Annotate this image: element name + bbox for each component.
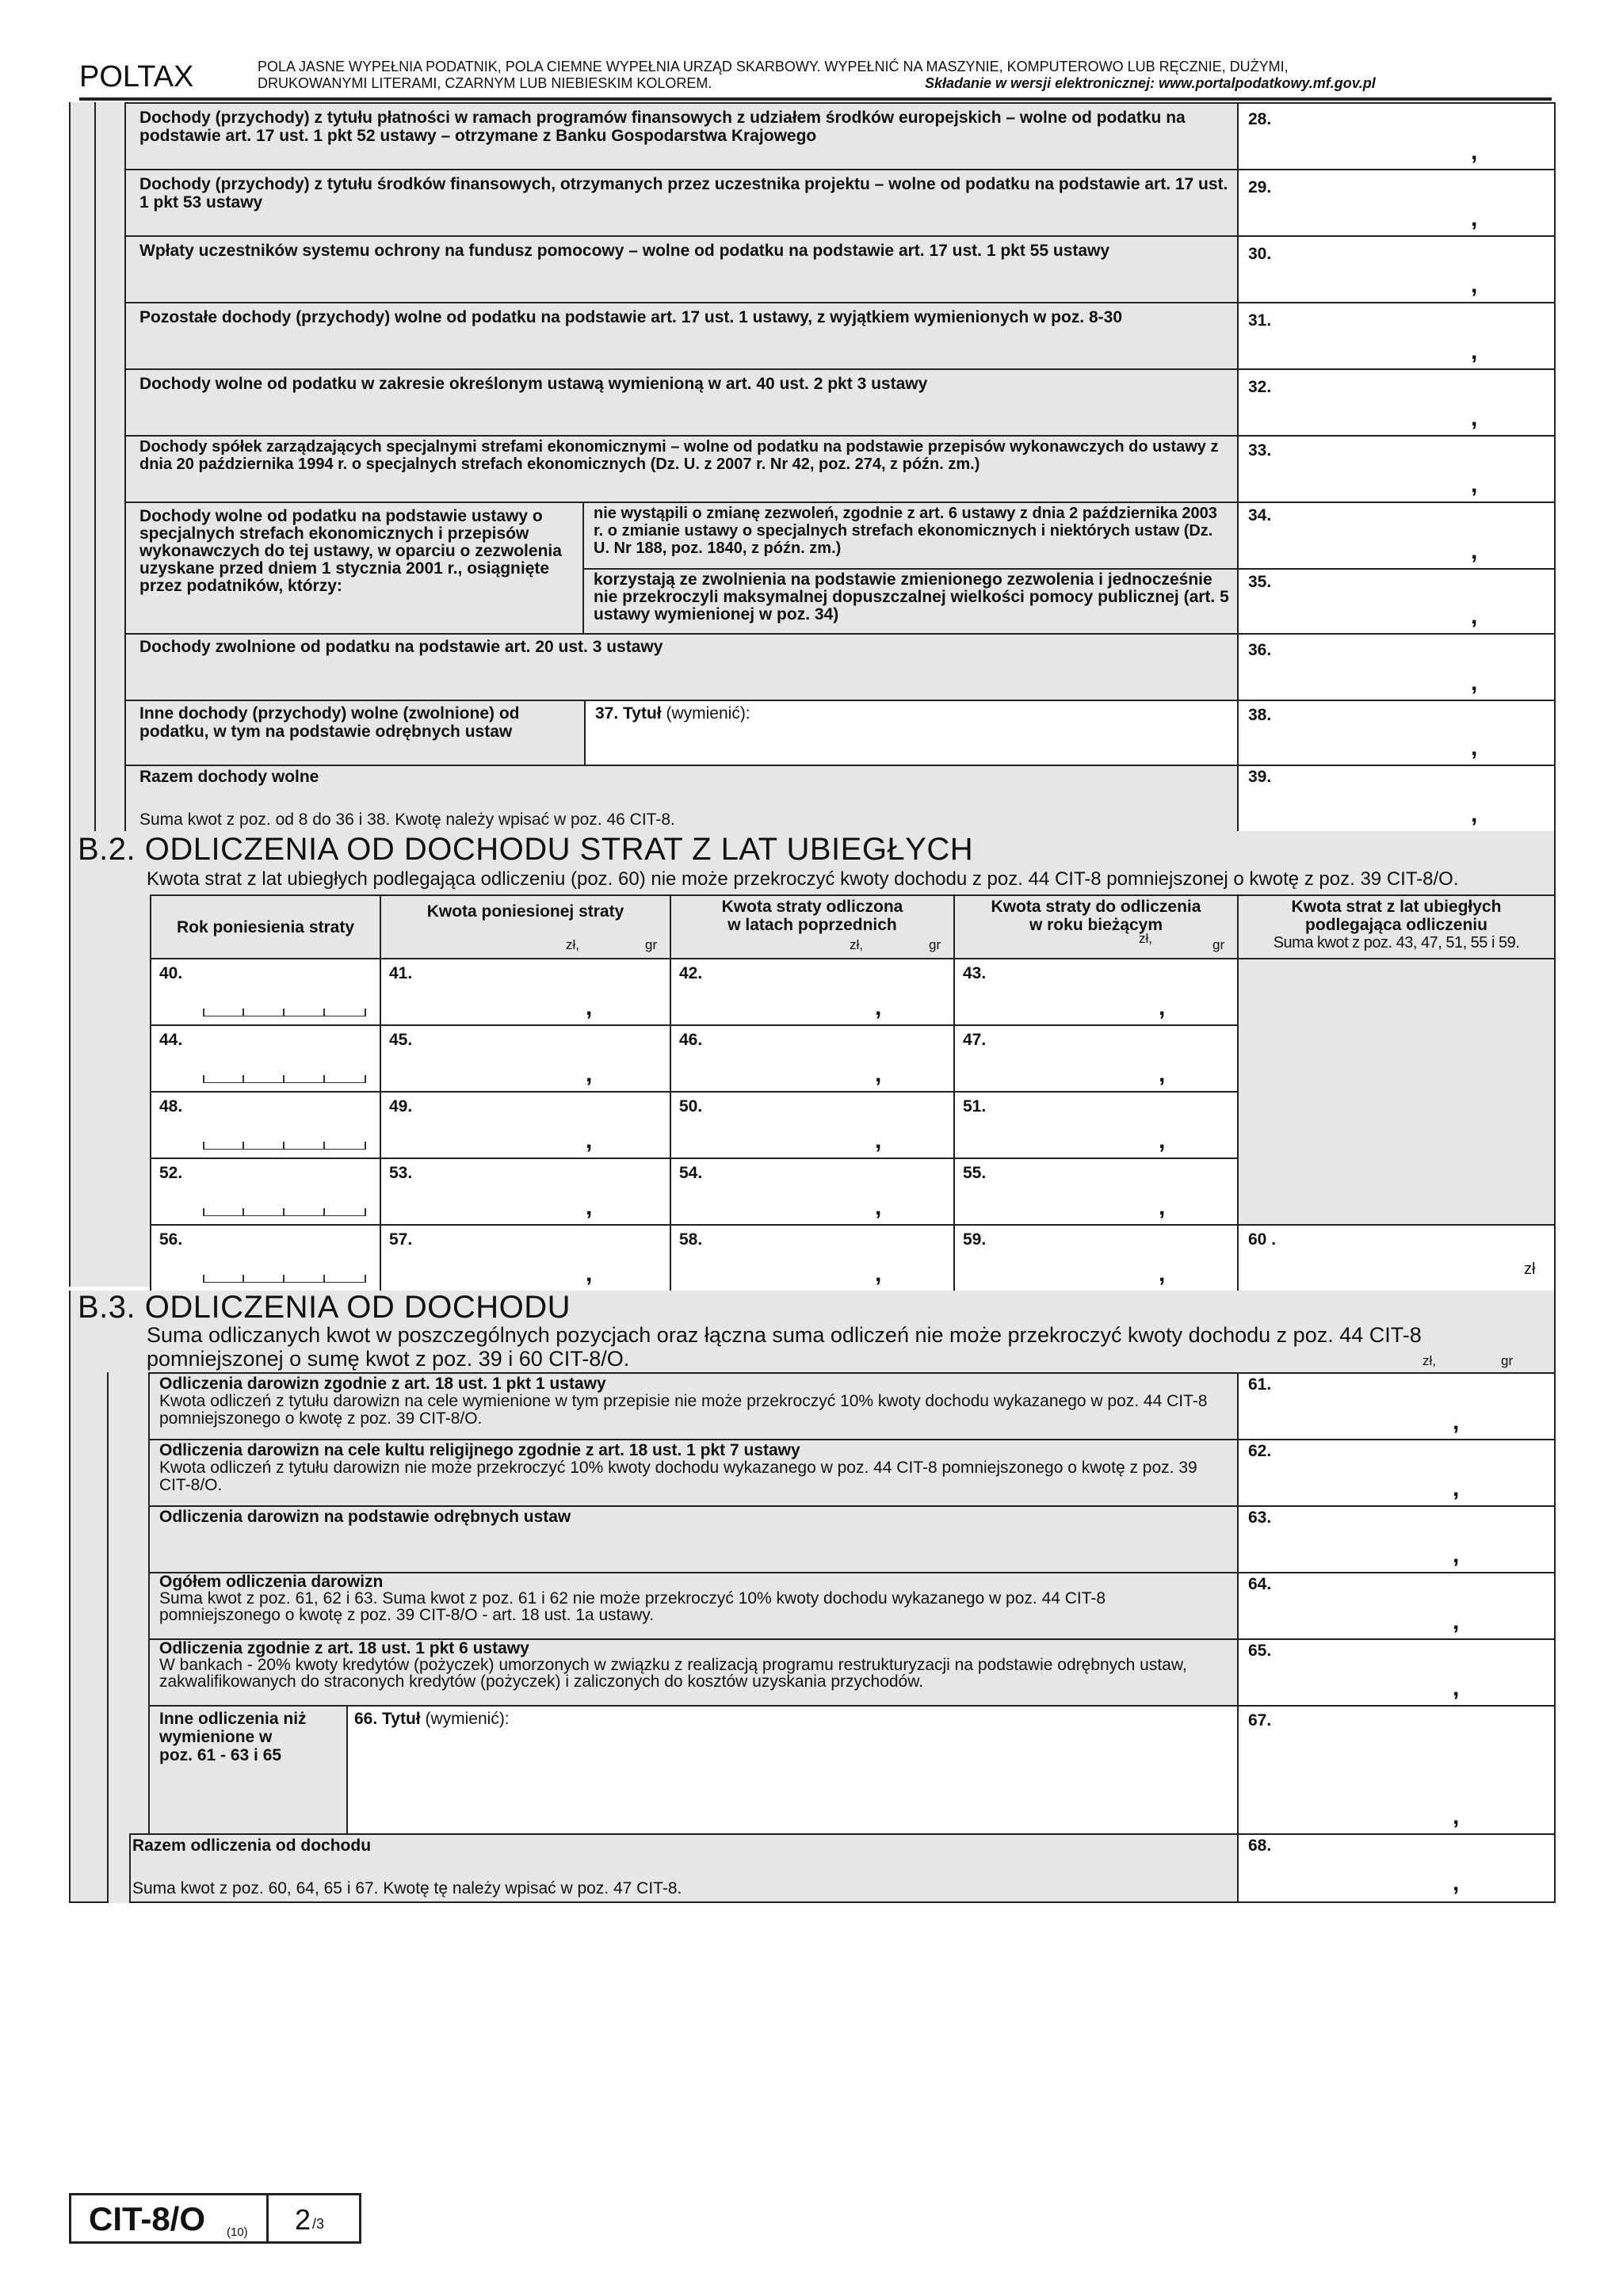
- b2-col-loss-header: Kwota poniesionej straty zł, gr: [380, 894, 671, 959]
- b3-intro-2: pomniejszonej o sumę kwot z poz. 39 i 60 CIT-8/O.: [147, 1347, 630, 1371]
- field-37-title[interactable]: 37. Tytuł (wymienić):: [584, 700, 1239, 766]
- row-67-label: Inne odliczenia niż wymienione w poz. 61 - 63 i 65: [148, 1705, 348, 1835]
- row-39-label: Razem dochody wolne Suma kwot z poz. od 8 do 36 i 38. Kwotę należy wpisać w poz. 46 CIT-8.: [124, 765, 1239, 833]
- row-33-label: Dochody spółek zarządzających specjalnymi strefami ekonomicznymi – wolne od podatku na podstawie przepisów wykonawczych do ustawy z dnia 20 października 1994 r. o specjalnych strefach ekonomicznych (Dz. U. z 2007 r. Nr 42, poz. 274, z późn. zm.): [124, 435, 1239, 503]
- header-line-2: DRUKOWANYMI LITERAMI, CZARNYM LUB NIEBIESKIM KOLOREM.: [258, 75, 712, 91]
- sse-row-34-label: nie wystąpili o zmianę zezwoleń, zgodnie z art. 6 ustawy z dnia 2 października 2003 r. o zmianie ustawy o specjalnych strefach ekonomicznych i niektórych ustaw (Dz. U. Nr 188, poz. 1840, z późn. zm.): [582, 502, 1239, 570]
- b3-intro-1: Suma odliczanych kwot w poszczególnych pozycjach oraz łączna suma odliczeń nie może przekroczyć kwoty dochodu z poz. 44 CIT-8: [147, 1323, 1422, 1347]
- field-63[interactable]: 63. ,: [1237, 1505, 1556, 1573]
- field-51[interactable]: 51. ,: [953, 1091, 1239, 1159]
- field-52[interactable]: 52.: [150, 1158, 381, 1226]
- field-59[interactable]: 59. ,: [953, 1224, 1239, 1292]
- field-50[interactable]: 50. ,: [670, 1091, 955, 1159]
- row-31-label: Pozostałe dochody (przychody) wolne od podatku na podstawie art. 17 ust. 1 ustawy, z wyjątkiem wymienionych w poz. 8-30: [124, 302, 1239, 370]
- b2-col-total-header: Kwota strat z lat ubiegłych podlegająca odliczeniu Suma kwot z poz. 43, 47, 51, 55 i 59.: [1237, 894, 1556, 959]
- b3-total-strip: [107, 1833, 131, 1903]
- field-28[interactable]: 28. ,: [1237, 102, 1556, 170]
- field-30[interactable]: 30. ,: [1237, 235, 1556, 303]
- field-40[interactable]: 40.: [150, 958, 381, 1026]
- field-45[interactable]: 45. ,: [380, 1024, 671, 1093]
- header-instructions: [258, 59, 1557, 92]
- sse-row-35-label: korzystają ze zwolnienia na podstawie zmienionego zezwolenia i jednocześnie nie przekroczyli maksymalnej dopuszczalnej wielkości pomocy publicznej (art. 5 ustawy wymienionej w poz. 34): [582, 568, 1239, 635]
- row-28-label: Dochody (przychody) z tytułu płatności w ramach programów finansowych z udziałem środków europejskich – wolne od podatku na podstawie art. 17 ust. 1 pkt 52 ustawy – otrzymane z Banku Gospodarstwa Krajowego: [124, 102, 1239, 170]
- b2-col-year-header: Rok poniesienia straty: [150, 894, 381, 959]
- row-64-label: Ogółem odliczenia darowizn Suma kwot z poz. 61, 62 i 63. Suma kwot z poz. 61 i 62 nie może przekroczyć 10% kwoty dochodu wykazanego w poz. 44 CIT-8 pomniejszonego o kwotę z poz. 39 CIT-8/O - art. 18 ust. 1a ustawy.: [148, 1572, 1239, 1640]
- field-61[interactable]: 61. ,: [1237, 1372, 1556, 1440]
- field-58[interactable]: 58. ,: [670, 1224, 955, 1292]
- field-67[interactable]: 67. ,: [1237, 1705, 1556, 1835]
- poltax-logo: POLTAX: [79, 60, 194, 93]
- field-47[interactable]: 47. ,: [953, 1024, 1239, 1093]
- b3-zl: zł,: [1423, 1353, 1436, 1368]
- b3-heading: B.3. ODLICZENIA OD DOCHODU: [78, 1290, 571, 1325]
- field-44[interactable]: 44.: [150, 1024, 381, 1093]
- field-42[interactable]: 42. ,: [670, 958, 955, 1026]
- field-48[interactable]: 48.: [150, 1091, 381, 1159]
- field-66-title[interactable]: 66. Tytuł (wymienić):: [346, 1705, 1239, 1835]
- b2-col-deducted-header: Kwota straty odliczona w latach poprzednich zł, gr: [670, 894, 955, 959]
- header-eline: Składanie w wersji elektronicznej: www.portalpodatkowy.mf.gov.pl: [925, 75, 1376, 91]
- page-number-box: 2 /3: [266, 2193, 361, 2244]
- field-38[interactable]: 38. ,: [1237, 700, 1556, 766]
- field-55[interactable]: 55. ,: [953, 1158, 1239, 1226]
- b2-heading: B.2. ODLICZENIA OD DOCHODU STRAT Z LAT UBIEGŁYCH: [78, 832, 974, 867]
- field-46[interactable]: 46. ,: [670, 1024, 955, 1093]
- field-43[interactable]: 43. ,: [953, 958, 1239, 1026]
- b1-sub-strip: [94, 102, 124, 831]
- field-39[interactable]: 39. ,: [1237, 765, 1556, 833]
- field-33[interactable]: 33. ,: [1237, 435, 1556, 503]
- b2-total-shaded: [1237, 958, 1556, 1226]
- field-41[interactable]: 41. ,: [380, 958, 671, 1026]
- field-60[interactable]: 60 . zł: [1237, 1224, 1556, 1292]
- row-36-label: Dochody zwolnione od podatku na podstawie art. 20 ust. 3 ustawy: [124, 633, 1239, 701]
- row-65-label: Odliczenia zgodnie z art. 18 ust. 1 pkt 6 ustawy W bankach - 20% kwoty kredytów (pożyczek) umorzonych w związku z realizacją programu restrukturyzacji na podstawie odrębnych ustaw, zakwalifikowanych do straconych kredytów (pożyczek) i zaliczonych do kosztów uzyskania przychodów.: [148, 1638, 1239, 1707]
- row-32-label: Dochody wolne od podatku w zakresie określonym ustawą wymienioną w art. 40 ust. 2 pkt 3 ustawy: [124, 368, 1239, 437]
- row-38-label: Inne dochody (przychody) wolne (zwolnione) od podatku, w tym na podstawie odrębnych ustaw: [124, 700, 586, 766]
- field-62[interactable]: 62. ,: [1237, 1439, 1556, 1507]
- field-49[interactable]: 49. ,: [380, 1091, 671, 1159]
- row-63-label: Odliczenia darowizn na podstawie odrębnych ustaw: [148, 1505, 1239, 1573]
- header-line-1: POLA JASNE WYPEŁNIA PODATNIK, POLA CIEMNE WYPEŁNIA URZĄD SKARBOWY. WYPEŁNIĆ NA MASZYNIE, KOMPUTEROWO LUB RĘCZNIE, DUŻYMI,: [258, 59, 1289, 74]
- field-32[interactable]: 32. ,: [1237, 368, 1556, 437]
- field-56[interactable]: 56.: [150, 1224, 381, 1292]
- row-68-label: Razem odliczenia od dochodu Suma kwot z poz. 60, 64, 65 i 67. Kwotę tę należy wpisać w poz. 47 CIT-8.: [129, 1833, 1239, 1903]
- form-id-box: CIT-8/O (10): [69, 2193, 269, 2244]
- field-36[interactable]: 36. ,: [1237, 633, 1556, 701]
- field-34[interactable]: 34. ,: [1237, 502, 1556, 570]
- sse-left-label: Dochody wolne od podatku na podstawie ustawy o specjalnych strefach ekonomicznych i przepisów wykonawczych do tej ustawy, w oparciu o zezwolenia uzyskane przed dniem 1 stycznia 2001 r., osiągnięte przez podatników, którzy:: [124, 502, 584, 635]
- b2-col-current-header: Kwota straty do odliczenia w roku bieżącym zł, gr: [953, 894, 1239, 959]
- field-54[interactable]: 54. ,: [670, 1158, 955, 1226]
- b3-gr: gr: [1501, 1353, 1514, 1368]
- b3-left-strip: [107, 1372, 148, 1833]
- field-57[interactable]: 57. ,: [380, 1224, 671, 1292]
- row-62-label: Odliczenia darowizn na cele kultu religijnego zgodnie z art. 18 ust. 1 pkt 7 ustawy Kwota odliczeń z tytułu darowizn nie może przekroczyć 10% kwoty dochodu wykazanego w poz. 44 CIT-8 pomniejszonego o kwotę z poz. 39 CIT-8/O.: [148, 1439, 1239, 1507]
- row-29-label: Dochody (przychody) z tytułu środków finansowych, otrzymanych przez uczestnika projektu – wolne od podatku na podstawie art. 17 ust. 1 pkt 53 ustawy: [124, 169, 1239, 237]
- field-29[interactable]: 29. ,: [1237, 169, 1556, 237]
- row-61-label: Odliczenia darowizn zgodnie z art. 18 ust. 1 pkt 1 ustawy Kwota odliczeń z tytułu darowizn na cele wymienione w tym przepisie nie może przekroczyć 10% kwoty dochodu wykazanego w poz. 44 CIT-8 pomniejszonego o kwotę z poz. 39 CIT-8/O.: [148, 1372, 1239, 1440]
- field-53[interactable]: 53. ,: [380, 1158, 671, 1226]
- field-68[interactable]: 68. ,: [1237, 1833, 1556, 1903]
- b2-intro: Kwota strat z lat ubiegłych podlegająca odliczeniu (poz. 60) nie może przekroczyć kwoty dochodu z poz. 44 CIT-8 pomniejszonej o kwotę z poz. 39 CIT-8/O.: [147, 868, 1459, 890]
- row-30-label: Wpłaty uczestników systemu ochrony na fundusz pomocowy – wolne od podatku na podstawie art. 17 ust. 1 pkt 55 ustawy: [124, 235, 1239, 303]
- field-31[interactable]: 31. ,: [1237, 302, 1556, 370]
- field-35[interactable]: 35. ,: [1237, 568, 1556, 635]
- field-64[interactable]: 64. ,: [1237, 1572, 1556, 1640]
- field-65[interactable]: 65. ,: [1237, 1638, 1556, 1707]
- b1-left-strip: [69, 102, 94, 831]
